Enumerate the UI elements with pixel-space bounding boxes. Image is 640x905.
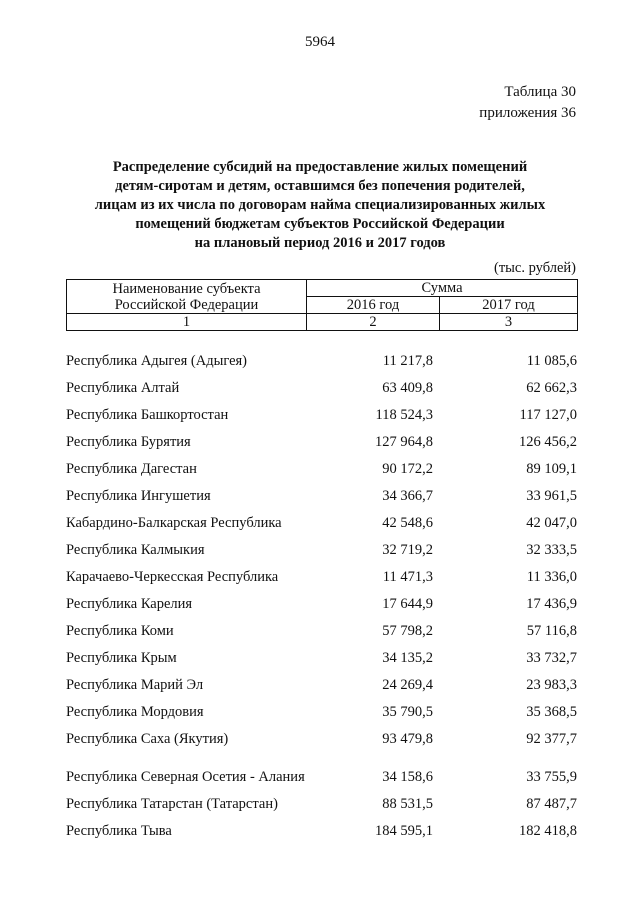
- subject-name-cell: Республика Мордовия: [66, 704, 204, 720]
- value-2017-cell: 33 732,7: [526, 650, 577, 666]
- value-2016-cell: 11 471,3: [382, 569, 433, 585]
- value-2016-cell: 90 172,2: [382, 461, 433, 477]
- value-2017-cell: 117 127,0: [519, 407, 577, 423]
- table-header: [66, 279, 578, 331]
- table-row: [66, 351, 577, 376]
- header-year-2016: 2016 год: [307, 297, 440, 314]
- header-column-number: 3: [440, 314, 578, 331]
- table-body: [66, 351, 577, 846]
- table-row: [66, 754, 577, 792]
- value-2017-cell: 32 333,5: [526, 542, 577, 558]
- value-2016-cell: 32 719,2: [382, 542, 433, 558]
- subject-name-cell: Республика Тыва: [66, 823, 172, 839]
- subject-name-cell: Республика Калмыкия: [66, 542, 205, 558]
- title-line: детям-сиротам и детям, оставшимся без попечения родителей,: [115, 178, 525, 194]
- value-2016-cell: 118 524,3: [375, 407, 433, 423]
- table-row: [66, 619, 577, 646]
- value-2016-cell: 57 798,2: [382, 623, 433, 639]
- page-number: 5964: [305, 34, 335, 50]
- value-2017-cell: 62 662,3: [526, 380, 577, 396]
- header-subject-name: Наименование субъекта Российской Федерации: [67, 280, 307, 314]
- subject-name-cell: Республика Марий Эл: [66, 677, 204, 693]
- title-line: Распределение субсидий на предоставление жилых помещений: [112, 159, 528, 175]
- subject-name-cell: Республика Бурятия: [66, 434, 191, 450]
- header-column-number: 1: [67, 314, 307, 331]
- value-2017-cell: 42 047,0: [526, 515, 577, 531]
- subject-name-cell: Республика Татарстан (Татарстан): [66, 796, 278, 812]
- value-2017-cell: 23 983,3: [526, 677, 577, 693]
- value-2016-cell: 11 217,8: [382, 353, 433, 369]
- table-row: [66, 484, 577, 511]
- subject-name-cell: Карачаево-Черкесская Республика: [66, 569, 279, 585]
- subject-name-cell: Республика Коми: [66, 623, 174, 639]
- table-row: [66, 673, 577, 700]
- table-number: Таблица 30: [504, 84, 576, 100]
- title-line: лицам из их числа по договорам найма специализированных жилых: [94, 197, 546, 213]
- table-row: [66, 403, 577, 430]
- subject-name-cell: Республика Башкортостан: [66, 407, 229, 423]
- subject-name-cell: Республика Крым: [66, 650, 177, 666]
- table-row: [66, 430, 577, 457]
- value-2017-cell: 35 368,5: [526, 704, 577, 720]
- value-2016-cell: 127 964,8: [375, 434, 433, 450]
- subject-name-cell: Республика Алтай: [66, 380, 180, 396]
- table-row: [66, 727, 577, 754]
- subject-name-cell: Республика Саха (Якутия): [66, 731, 229, 747]
- table-row: [66, 700, 577, 727]
- value-2017-cell: 92 377,7: [526, 731, 577, 747]
- table-row: [66, 819, 577, 846]
- table-row: [66, 792, 577, 819]
- value-2017-cell: 182 418,8: [519, 823, 577, 839]
- value-2016-cell: 184 595,1: [375, 823, 433, 839]
- table-row: [66, 538, 577, 565]
- header-column-number: 2: [307, 314, 440, 331]
- value-2017-cell: 11 085,6: [526, 353, 577, 369]
- value-2016-cell: 34 135,2: [382, 650, 433, 666]
- value-2016-cell: 24 269,4: [382, 677, 433, 693]
- value-2017-cell: 33 755,9: [526, 769, 577, 785]
- value-2016-cell: 35 790,5: [382, 704, 433, 720]
- title-line: на плановый период 2016 и 2017 годов: [194, 235, 446, 251]
- document-title: [70, 158, 570, 253]
- value-2016-cell: 93 479,8: [382, 731, 433, 747]
- value-2016-cell: 42 548,6: [382, 515, 433, 531]
- value-2017-cell: 33 961,5: [526, 488, 577, 504]
- subject-name-cell: Республика Дагестан: [66, 461, 197, 477]
- value-2017-cell: 126 456,2: [519, 434, 577, 450]
- value-2017-cell: 57 116,8: [526, 623, 577, 639]
- header-year-2017: 2017 год: [440, 297, 578, 314]
- value-2016-cell: 34 158,6: [382, 769, 433, 785]
- table-row: [66, 646, 577, 673]
- subject-name-cell: Республика Адыгея (Адыгея): [66, 353, 248, 369]
- value-2017-cell: 89 109,1: [526, 461, 577, 477]
- units-label: (тыс. рублей): [494, 260, 576, 276]
- table-row: [66, 592, 577, 619]
- subject-name-cell: Кабардино-Балкарская Республика: [66, 515, 282, 531]
- subject-name-cell: Республика Ингушетия: [66, 488, 211, 504]
- subject-name-cell: Республика Северная Осетия - Алания: [66, 769, 305, 785]
- table-row: [66, 565, 577, 592]
- title-line: помещений бюджетам субъектов Российской Федерации: [135, 216, 505, 232]
- value-2016-cell: 63 409,8: [382, 380, 433, 396]
- value-2017-cell: 11 336,0: [526, 569, 577, 585]
- header-sum: Сумма: [307, 280, 578, 297]
- value-2016-cell: 34 366,7: [382, 488, 433, 504]
- subject-name-cell: Республика Карелия: [66, 596, 193, 612]
- value-2016-cell: 88 531,5: [382, 796, 433, 812]
- value-2017-cell: 17 436,9: [526, 596, 577, 612]
- table-reference: [479, 82, 576, 124]
- value-2016-cell: 17 644,9: [382, 596, 433, 612]
- table-row: [66, 511, 577, 538]
- value-2017-cell: 87 487,7: [526, 796, 577, 812]
- table-row: [66, 457, 577, 484]
- table-row: [66, 376, 577, 403]
- appendix-number: приложения 36: [479, 105, 576, 121]
